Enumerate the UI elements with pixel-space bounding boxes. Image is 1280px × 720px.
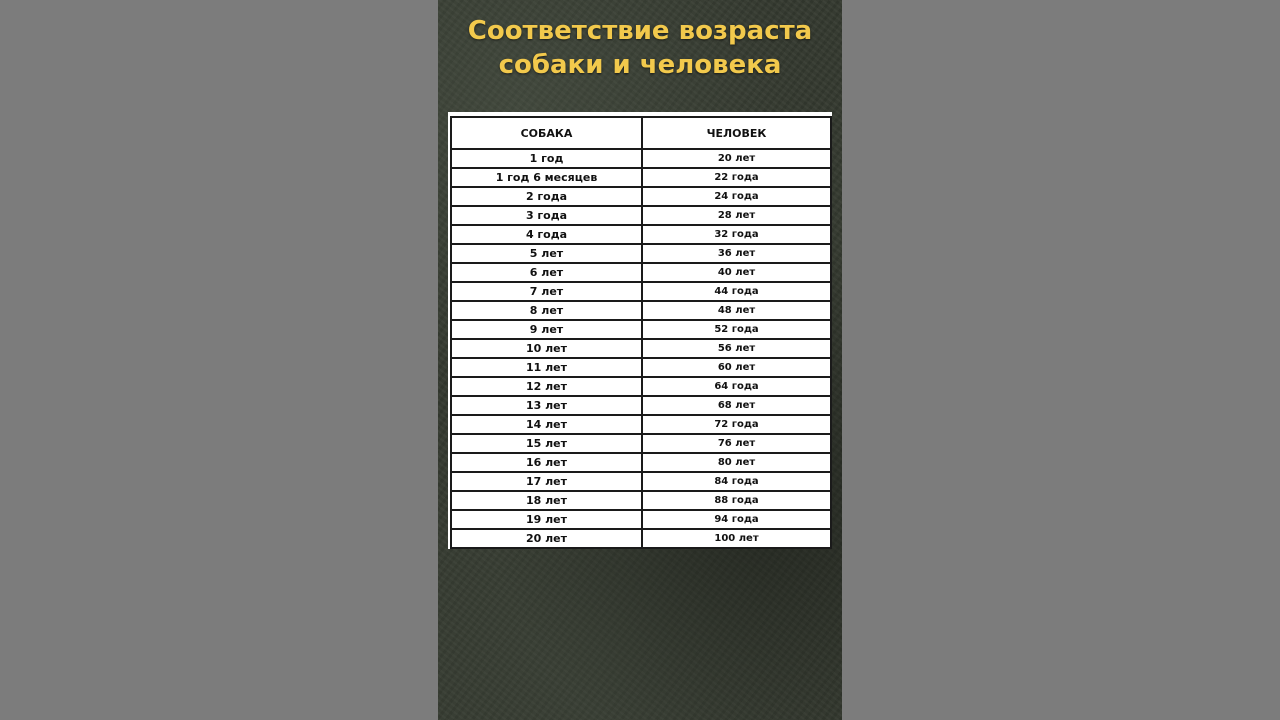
title-line-2: собаки и человека bbox=[498, 50, 782, 80]
right-letterbox bbox=[842, 0, 1280, 720]
human-age: 72 года bbox=[642, 415, 831, 434]
table-row bbox=[451, 491, 831, 510]
human-age: 76 лет bbox=[642, 434, 831, 453]
age-table bbox=[450, 116, 832, 549]
table-header-row bbox=[451, 117, 831, 149]
title-line-1: Соответствие возраста bbox=[467, 16, 813, 46]
age-table-card bbox=[448, 112, 832, 549]
table-row bbox=[451, 282, 831, 301]
table-row bbox=[451, 339, 831, 358]
human-age: 20 лет bbox=[642, 149, 831, 168]
dog-age: 6 лет bbox=[451, 263, 642, 282]
table-row bbox=[451, 301, 831, 320]
human-age: 28 лет bbox=[642, 206, 831, 225]
header-dog: СОБАКА bbox=[451, 117, 642, 149]
dog-age: 2 года bbox=[451, 187, 642, 206]
left-letterbox bbox=[0, 0, 438, 720]
human-age: 22 года bbox=[642, 168, 831, 187]
dog-age: 11 лет bbox=[451, 358, 642, 377]
table-row bbox=[451, 320, 831, 339]
dog-age: 14 лет bbox=[451, 415, 642, 434]
dog-age: 1 год bbox=[451, 149, 642, 168]
table-row bbox=[451, 472, 831, 491]
dog-age: 9 лет bbox=[451, 320, 642, 339]
human-age: 48 лет bbox=[642, 301, 831, 320]
dog-age: 4 года bbox=[451, 225, 642, 244]
table-row bbox=[451, 529, 831, 548]
human-age: 40 лет bbox=[642, 263, 831, 282]
dog-age: 18 лет bbox=[451, 491, 642, 510]
table-row bbox=[451, 510, 831, 529]
table-row bbox=[451, 415, 831, 434]
page-title bbox=[438, 14, 842, 82]
table-row bbox=[451, 187, 831, 206]
table-row bbox=[451, 263, 831, 282]
table-row bbox=[451, 149, 831, 168]
dog-age: 15 лет bbox=[451, 434, 642, 453]
dog-age: 13 лет bbox=[451, 396, 642, 415]
human-age: 64 года bbox=[642, 377, 831, 396]
table-row bbox=[451, 377, 831, 396]
dog-age: 3 года bbox=[451, 206, 642, 225]
table-row bbox=[451, 168, 831, 187]
dog-age: 16 лет bbox=[451, 453, 642, 472]
human-age: 24 года bbox=[642, 187, 831, 206]
dog-age: 17 лет bbox=[451, 472, 642, 491]
human-age: 36 лет bbox=[642, 244, 831, 263]
human-age: 84 года bbox=[642, 472, 831, 491]
table-row bbox=[451, 206, 831, 225]
human-age: 60 лет bbox=[642, 358, 831, 377]
header-human: ЧЕЛОВЕК bbox=[642, 117, 831, 149]
human-age: 80 лет bbox=[642, 453, 831, 472]
table-row bbox=[451, 358, 831, 377]
table-row bbox=[451, 396, 831, 415]
human-age: 94 года bbox=[642, 510, 831, 529]
dog-age: 10 лет bbox=[451, 339, 642, 358]
human-age: 32 года bbox=[642, 225, 831, 244]
human-age: 68 лет bbox=[642, 396, 831, 415]
human-age: 100 лет bbox=[642, 529, 831, 548]
dog-age: 20 лет bbox=[451, 529, 642, 548]
table-body bbox=[451, 149, 831, 548]
dog-age: 5 лет bbox=[451, 244, 642, 263]
human-age: 88 года bbox=[642, 491, 831, 510]
dog-age: 1 год 6 месяцев bbox=[451, 168, 642, 187]
dog-age: 7 лет bbox=[451, 282, 642, 301]
dog-age: 12 лет bbox=[451, 377, 642, 396]
table-row bbox=[451, 453, 831, 472]
table-row bbox=[451, 225, 831, 244]
table-row bbox=[451, 244, 831, 263]
dog-age: 19 лет bbox=[451, 510, 642, 529]
human-age: 56 лет bbox=[642, 339, 831, 358]
table-row bbox=[451, 434, 831, 453]
dog-age: 8 лет bbox=[451, 301, 642, 320]
human-age: 44 года bbox=[642, 282, 831, 301]
content-panel bbox=[438, 0, 842, 720]
human-age: 52 года bbox=[642, 320, 831, 339]
